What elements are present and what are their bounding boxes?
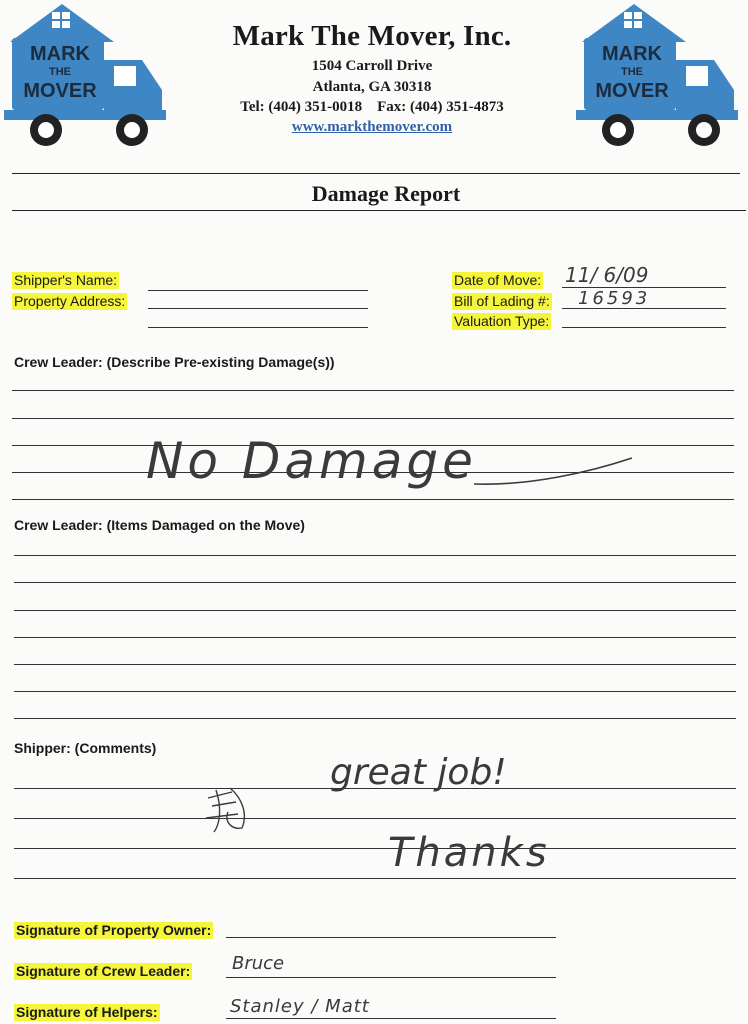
company-website-link[interactable]: www.markthemover.com — [291, 119, 453, 135]
helpers-signature-label: Signature of Helpers: — [16, 1004, 158, 1020]
report-title: Damage Report — [311, 181, 461, 206]
items-damaged-line[interactable] — [14, 555, 736, 556]
property-address-label: Property Address: — [14, 293, 126, 309]
logo-text-mover: MOVER — [595, 80, 669, 102]
initials-scribble — [202, 778, 262, 838]
shipper-comments-label: Shipper: (Comments) — [14, 740, 157, 756]
items-damaged-line[interactable] — [14, 664, 736, 665]
owner-signature-label: Signature of Property Owner: — [16, 922, 212, 938]
crew-leader-signature-label: Signature of Crew Leader: — [16, 963, 191, 979]
header-divider — [12, 173, 740, 174]
property-address-line-1[interactable] — [148, 308, 368, 309]
shipper-name-label: Shipper's Name: — [14, 272, 118, 288]
helpers-signature-line[interactable] — [226, 1018, 556, 1019]
pre-existing-line[interactable] — [12, 499, 734, 500]
mark-the-mover-logo — [574, 2, 744, 150]
helpers-signature-value[interactable]: Stanley / Matt — [230, 996, 370, 1017]
pre-existing-line[interactable] — [12, 390, 734, 391]
bill-of-lading-value[interactable]: 16593 — [578, 288, 651, 309]
items-damaged-line[interactable] — [14, 691, 736, 692]
property-address-line-2[interactable] — [148, 327, 368, 328]
date-of-move-value[interactable]: 11/ 6/09 — [565, 263, 649, 287]
title-divider — [12, 210, 746, 211]
items-damaged-line[interactable] — [14, 637, 736, 638]
logo-text-mover: MOVER — [23, 80, 97, 102]
owner-signature-line[interactable] — [226, 937, 556, 938]
comments-line[interactable] — [14, 878, 736, 879]
comment-line-1[interactable]: great job! — [330, 752, 507, 793]
logo-text-the: THE — [49, 66, 71, 78]
comment-line-2[interactable]: Thanks — [388, 830, 550, 876]
mark-the-mover-logo — [2, 2, 172, 150]
items-damaged-line[interactable] — [14, 610, 736, 611]
logo-text-mark: MARK — [30, 43, 90, 65]
crew-leader-signature-value[interactable]: Bruce — [232, 953, 285, 974]
logo-text-the: THE — [621, 66, 643, 78]
items-damaged-label: Crew Leader: (Items Damaged on the Move) — [14, 517, 305, 533]
pre-existing-damage-value[interactable]: No Damage — [146, 432, 477, 490]
pre-existing-damage-label: Crew Leader: (Describe Pre-existing Damage(s)) — [14, 354, 335, 370]
comments-line[interactable] — [14, 848, 736, 849]
shipper-name-line[interactable] — [148, 290, 368, 291]
bill-of-lading-label: Bill of Lading #: — [454, 293, 550, 309]
valuation-type-label: Valuation Type: — [454, 313, 550, 329]
valuation-type-line[interactable] — [562, 327, 726, 328]
company-street: 1504 Carroll Drive — [311, 58, 433, 74]
company-city: Atlanta, GA 30318 — [312, 79, 432, 95]
date-of-move-label: Date of Move: — [454, 272, 542, 288]
pre-existing-line[interactable] — [12, 418, 734, 419]
items-damaged-line[interactable] — [14, 582, 736, 583]
handwritten-stroke — [470, 452, 640, 492]
logo-text-mark: MARK — [602, 43, 662, 65]
comments-line[interactable] — [14, 818, 736, 819]
crew-leader-signature-line[interactable] — [226, 977, 556, 978]
company-name: Mark The Mover, Inc. — [232, 20, 512, 52]
company-phones: Tel: (404) 351-0018 Fax: (404) 351-4873 — [240, 99, 504, 115]
items-damaged-line[interactable] — [14, 718, 736, 719]
